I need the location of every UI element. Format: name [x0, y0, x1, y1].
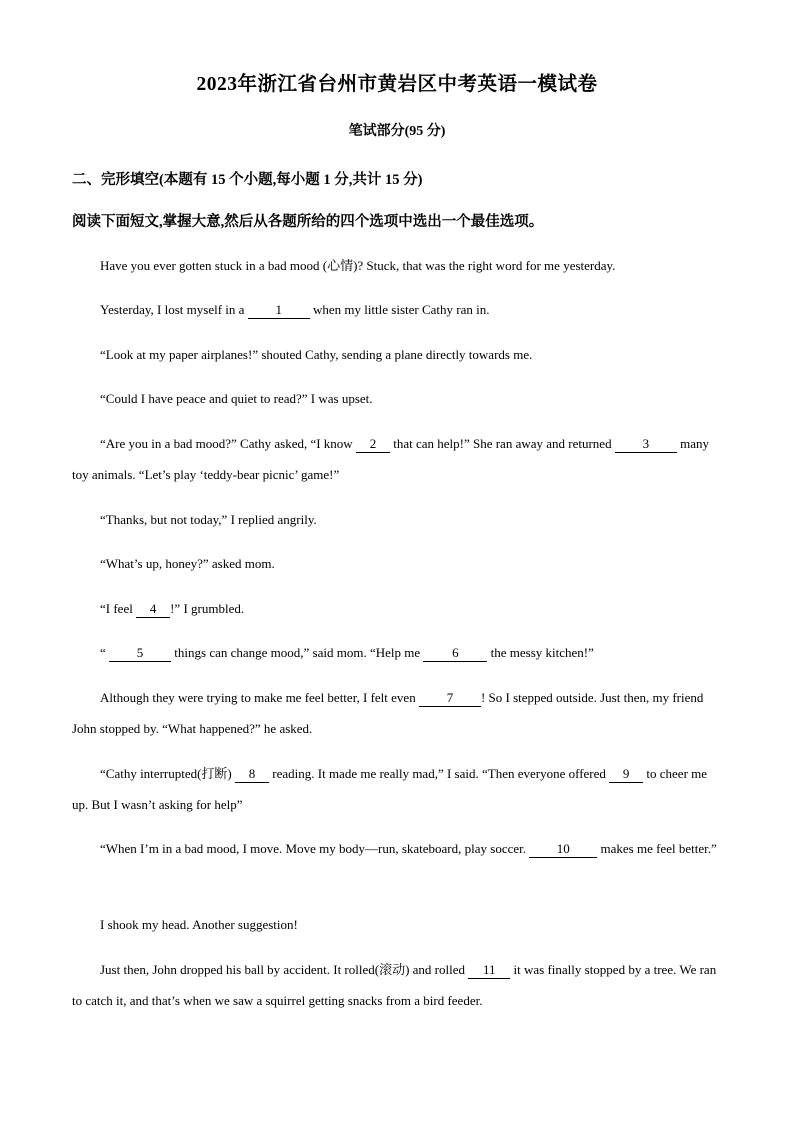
passage-paragraph: “Thanks, but not today,” I replied angrily. [100, 512, 317, 527]
blank-11: 11 [468, 962, 510, 979]
blank-7: 7 [419, 690, 481, 707]
blank-1: 1 [248, 302, 310, 319]
blank-8: 8 [235, 766, 269, 783]
passage-paragraph: “ 5 things can change mood,” said mom. “Help me 6 the messy kitchen!” [100, 645, 594, 660]
passage-paragraph: I shook my head. Another suggestion! [100, 917, 298, 932]
passage-paragraph: “I feel 4 !” I grumbled. [100, 601, 245, 616]
blank-6: 6 [423, 645, 487, 662]
exam-title: 2023年浙江省台州市黄岩区中考英语一模试卷 [196, 74, 598, 95]
passage-paragraph: “Look at my paper airplanes!” shouted Cathy, sending a plane directly towards me. [100, 347, 533, 362]
passage-paragraph: Yesterday, I lost myself in a 1 when my little sister Cathy ran in. [100, 302, 490, 317]
blank-5: 5 [109, 645, 171, 662]
section-subtitle: 笔试部分(95 分) [348, 124, 446, 139]
blank-3: 3 [615, 436, 677, 453]
cloze-instruction: 阅读下面短文,掌握大意,然后从各题所给的四个选项中选出一个最佳选项。 [72, 214, 544, 230]
passage-paragraph: “Could I have peace and quiet to read?” I was upset. [100, 391, 373, 406]
blank-2: 2 [356, 436, 390, 453]
passage-paragraph: “Are you in a bad mood?” Cathy asked, “I know 2 that can help!” She ran away and returned 3 many toy animals. “Let’s play ‘teddy-bear picnic’ game!” [72, 436, 709, 482]
passage-paragraph: “When I’m in a bad mood, I move. Move my body—run, skateboard, play soccer. 10 makes me feel better.” [100, 841, 717, 856]
blank-10: 10 [529, 841, 597, 858]
passage-paragraph: Just then, John dropped his ball by accident. It rolled(滚动) and rolled 11 it was finally stopped by a tree. We ran to catch it, and that’s when we saw a squirrel getting snacks from a bird feeder. [72, 962, 717, 1008]
blank-4: 4 [136, 601, 170, 618]
blank-9: 9 [609, 766, 643, 783]
passage-paragraph: Have you ever gotten stuck in a bad mood (心情)? Stuck, that was the right word for me yesterday. [100, 258, 616, 273]
cloze-section-heading: 二、完形填空(本题有 15 个小题,每小题 1 分,共计 15 分) [72, 172, 423, 188]
passage-paragraph: “What’s up, honey?” asked mom. [100, 556, 275, 571]
passage-paragraph: “Cathy interrupted(打断) 8 reading. It made me really mad,” I said. “Then everyone offered 9 to cheer me up. But I wasn’t asking for help” [72, 766, 708, 812]
passage-paragraph: Although they were trying to make me feel better, I felt even 7 ! So I stepped outside. Just then, my friend John stopped by. “What happened?” he asked. [72, 690, 704, 736]
